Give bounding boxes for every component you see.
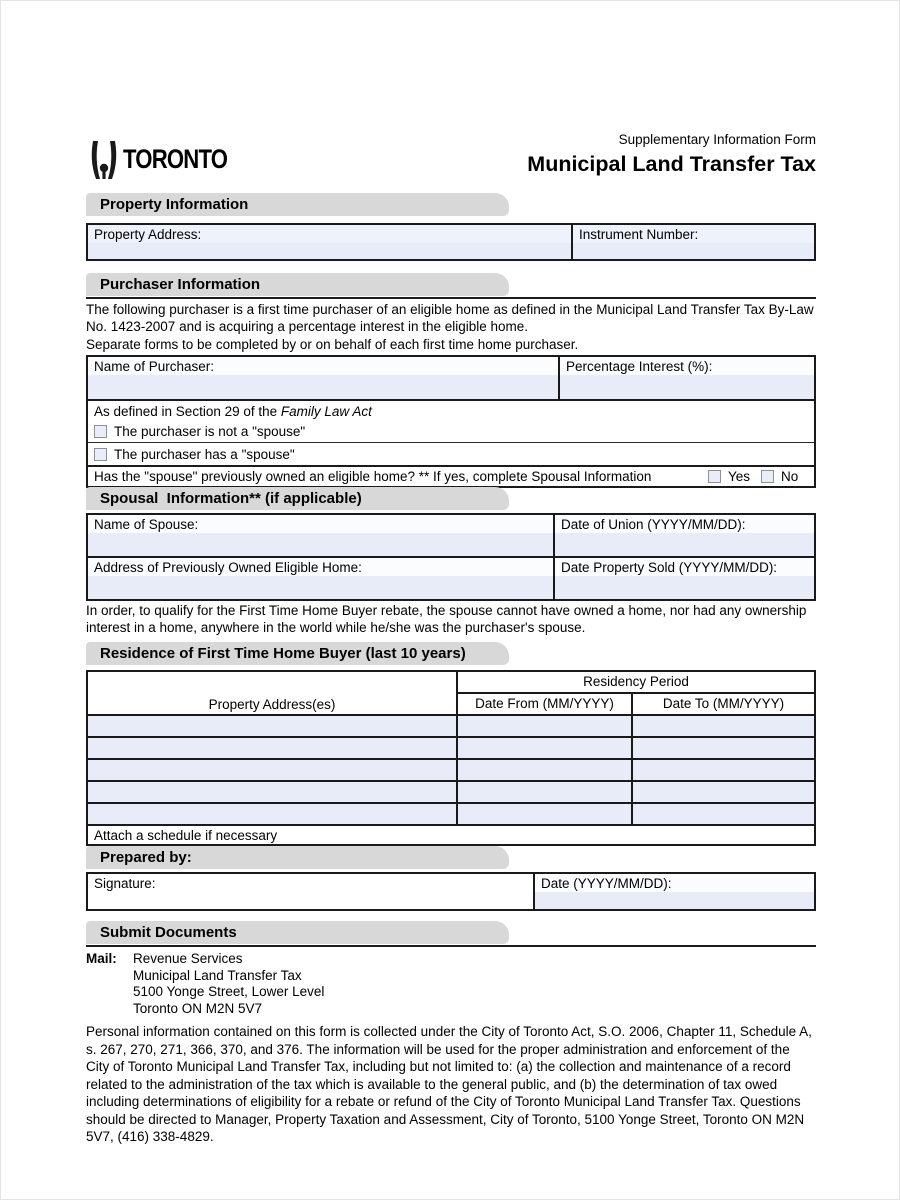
spouse-name-label: Name of Spouse: <box>88 515 553 533</box>
privacy-notice: Personal information contained on this form is collected under the City of Toronto Act, S.O. 2006, Chapter 11, Schedule A, s. 267, 270, 271, 366, 370, and 376. The information will be used for the proper administration and enforcement of the City of Toronto Municipal Land Transfer Tax, including but not limited to: (a) the collection and maintenance of a record related to the administration of the tax which is available to the general public, and (b) the determination of tax owed including determinations of eligibility for a rebate or refund of the City of Toronto Municipal Land Transfer Tax. Questions should be directed to Manager, Property Taxation and Assessment, City of Toronto, 5100 Yonge Street, Toronto ON M2N 5V7, (416) 338-4829. <box>86 1024 812 1144</box>
section-heading-property: Property Information <box>86 193 509 216</box>
date-of-union-input[interactable] <box>555 533 814 556</box>
form-subtitle: Supplementary Information Form <box>618 132 816 147</box>
residence-date-from-input[interactable] <box>458 782 633 802</box>
property-address-input[interactable] <box>88 243 571 259</box>
instrument-number-label: Instrument Number: <box>573 225 814 243</box>
residence-col-address: Property Address(es) <box>88 672 458 714</box>
has-spouse-checkbox[interactable] <box>94 448 107 461</box>
date-sold-label: Date Property Sold (YYYY/MM/DD): <box>555 558 814 576</box>
section-heading-purchaser: Purchaser Information <box>86 273 509 296</box>
spouse-name-input[interactable] <box>88 533 553 556</box>
mail-block <box>86 951 816 1017</box>
section-heading-residence: Residence of First Time Home Buyer (last 10 years) <box>86 642 509 665</box>
purchaser-name-label: Name of Purchaser: <box>88 357 558 375</box>
spousal-note: In order, to qualify for the First Time Home Buyer rebate, the spouse cannot have owned a home, nor had any ownership interest in a home, anywhere in the world while he/she was the purchaser's spouse. <box>86 603 807 635</box>
percentage-interest-cell <box>558 357 814 399</box>
prepared-date-input[interactable] <box>535 892 814 909</box>
residence-table-body <box>88 714 814 824</box>
logo-wordmark: TORONTO <box>123 143 228 174</box>
date-of-union-cell <box>553 515 814 556</box>
has-spouse-row <box>88 443 814 465</box>
prepared-row <box>86 872 816 911</box>
mail-address <box>133 951 324 1017</box>
date-of-union-label: Date of Union (YYYY/MM/DD): <box>555 515 814 533</box>
not-spouse-label: The purchaser is not a "spouse" <box>114 424 306 439</box>
residence-address-input[interactable] <box>88 760 458 780</box>
page-title: Municipal Land Transfer Tax <box>527 151 816 176</box>
residence-col-from: Date From (MM/YYYY) <box>458 694 633 714</box>
purchaser-name-input[interactable] <box>88 375 558 399</box>
instrument-number-cell <box>571 225 814 259</box>
residence-date-to-input[interactable] <box>633 804 814 824</box>
spouse-question-text: Has the "spouse" previously owned an eligible home? ** If yes, complete Spousal Information <box>94 469 652 484</box>
purchaser-table <box>86 355 816 488</box>
divider-rule <box>86 945 816 947</box>
previous-home-cell <box>88 558 553 599</box>
divider-rule <box>86 297 816 299</box>
residence-row <box>88 802 814 824</box>
residence-date-from-input[interactable] <box>458 760 633 780</box>
section-heading-prepared: Prepared by: <box>86 846 509 869</box>
mail-line: Revenue Services <box>133 951 243 966</box>
residence-col-to: Date To (MM/YYYY) <box>662 696 785 711</box>
spouse-name-row <box>88 515 814 556</box>
instrument-number-input[interactable] <box>573 243 814 259</box>
purchaser-name-row <box>88 357 814 399</box>
percentage-interest-label: Percentage Interest (%): <box>560 357 814 375</box>
mail-line: 5100 Yonge Street, Lower Level <box>133 984 325 999</box>
attach-schedule-note: Attach a schedule if necessary <box>88 824 814 844</box>
yes-checkbox[interactable] <box>708 470 721 483</box>
spouse-question-row <box>88 465 814 486</box>
signature-label: Signature: <box>88 874 533 892</box>
residence-table-header <box>88 672 814 714</box>
not-spouse-checkbox[interactable] <box>94 425 107 438</box>
prepared-date-cell <box>533 874 814 909</box>
previous-home-row <box>88 556 814 599</box>
previous-home-label: Address of Previously Owned Eligible Home: <box>88 558 553 576</box>
mail-line: Municipal Land Transfer Tax <box>133 967 302 983</box>
has-spouse-label: The purchaser has a "spouse" <box>114 446 295 462</box>
section-heading-submit: Submit Documents <box>86 921 509 944</box>
purchaser-name-cell <box>88 357 558 399</box>
residence-address-input[interactable] <box>88 782 458 802</box>
residence-date-to-input[interactable] <box>633 738 814 758</box>
property-address-label: Property Address: <box>88 225 571 243</box>
residence-row <box>88 780 814 802</box>
residence-date-from-input[interactable] <box>458 738 633 758</box>
property-address-cell <box>88 225 571 259</box>
section29-note: As defined in Section 29 of the Family Law Act <box>88 399 814 421</box>
residence-date-to-input[interactable] <box>633 782 814 802</box>
spousal-table <box>86 513 816 601</box>
purchaser-intro-2: Separate forms to be completed by or on behalf of each first time home purchaser. <box>86 337 579 352</box>
no-checkbox[interactable] <box>761 470 774 483</box>
date-sold-cell <box>553 558 814 599</box>
previous-home-input[interactable] <box>88 576 553 599</box>
mail-line: Toronto ON M2N 5V7 <box>133 1000 263 1016</box>
spouse-question-yes <box>708 469 750 484</box>
family-law-act-italic: Family Law Act <box>280 404 372 419</box>
signature-cell <box>88 874 533 909</box>
residence-address-input[interactable] <box>88 716 458 736</box>
residence-table <box>86 670 816 846</box>
residence-date-to-input[interactable] <box>633 760 814 780</box>
residence-date-from-input[interactable] <box>458 804 633 824</box>
section-heading-spousal: Spousal Information** (if applicable) <box>86 487 509 510</box>
percentage-interest-input[interactable] <box>560 375 814 399</box>
spouse-name-cell <box>88 515 553 556</box>
residence-date-to-input[interactable] <box>633 716 814 736</box>
signature-input[interactable] <box>88 892 533 909</box>
mail-label: Mail: <box>86 951 117 966</box>
residence-address-input[interactable] <box>88 804 458 824</box>
date-sold-input[interactable] <box>555 576 814 599</box>
not-spouse-row <box>88 421 814 443</box>
residence-date-from-input[interactable] <box>458 716 633 736</box>
residence-row <box>88 758 814 780</box>
yes-label: Yes <box>728 469 751 484</box>
purchaser-intro-1: The following purchaser is a first time purchaser of an eligible home as defined in the Municipal Land Transfer Tax By-Law No. 1423-2007 and is acquiring a percentage interest in the eligible home. <box>86 302 814 334</box>
residence-col-period: Residency Period <box>458 672 814 694</box>
property-fields-row <box>86 223 816 261</box>
residence-address-input[interactable] <box>88 738 458 758</box>
prepared-date-label: Date (YYYY/MM/DD): <box>535 874 814 892</box>
no-label: No <box>781 469 799 484</box>
residence-row <box>88 736 814 758</box>
residence-row <box>88 714 814 736</box>
spouse-question-no <box>761 469 798 484</box>
